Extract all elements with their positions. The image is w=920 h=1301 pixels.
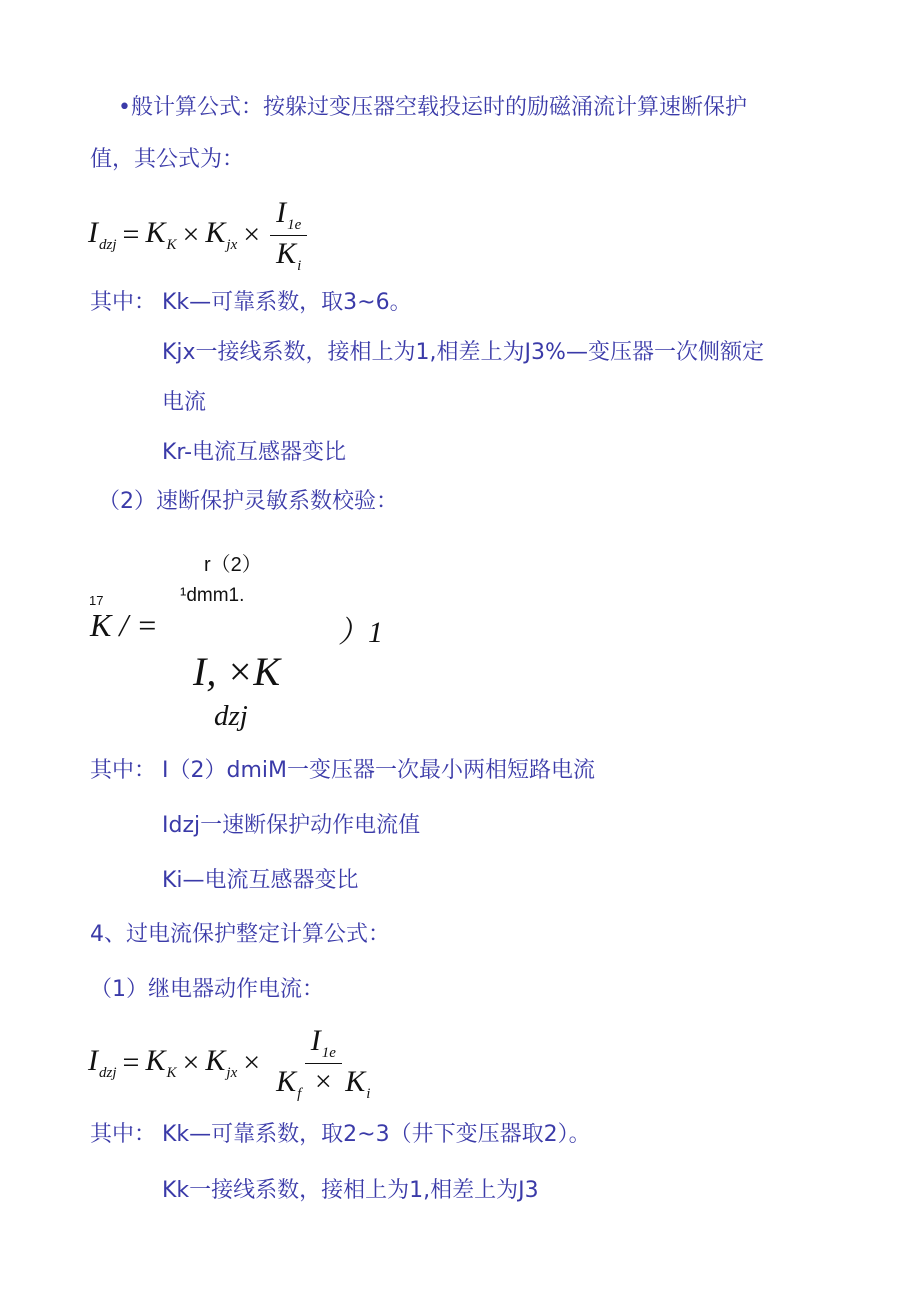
definition-kr: Kr-电流互感器变比 [162,440,347,465]
where-label-2: 其中： [90,758,157,783]
formula-quick-break-setting [88,196,307,275]
fraction-denominator: $K_i$ [276,236,302,274]
times-sign: × [182,218,200,252]
formula-sensitivity-lhs: K / = [90,607,158,643]
formula-lhs: $I_{dzj}$ [88,216,117,254]
times-sign: × [182,1046,200,1080]
formula-lhs: $I_{dzj}$ [88,1044,117,1082]
formula-sup-dmm: ¹dmm1. [180,585,245,606]
definition-idzj: Idzj一速断保护动作电流值 [162,813,421,838]
formula-sensitivity-rhs: ）1 [338,616,383,649]
formula-sensitivity-denominator: I, ×K [193,649,280,694]
where-label-3: 其中： [90,1122,157,1147]
formula-kjx: $K_{jx}$ [205,1044,238,1082]
intro-line-1: •般计算公式：按躲过变压器空载投运时的励磁涌流计算速断保护 [118,95,747,120]
section-heading-sensitivity: （2）速断保护灵敏系数校验： [98,489,398,514]
formula-kk: $K_K$ [145,216,177,254]
definition-ki: Ki—电流互感器变比 [162,868,359,893]
intro-line-2: 值，其公式为： [90,147,245,172]
formula-sensitivity-dzj: dzj [214,700,248,732]
formula-kjx: $K_{jx}$ [205,216,238,254]
fraction-numerator: $I_{1e}$ [270,196,307,236]
times-sign: × [243,1046,261,1080]
times-sign: × [243,218,261,252]
formula-fraction [270,196,307,275]
definition-kjx-line-2: 电流 [162,390,207,415]
equals-sign: = [122,218,140,252]
definition-kk: Kk—可靠系数，取3~6。 [162,290,412,315]
definition-kk-overcurrent: Kk—可靠系数，取2~3（井下变压器取2）。 [162,1122,591,1147]
formula-sup-17: 17 [89,593,104,608]
formula-kk: $K_K$ [145,1044,177,1082]
formula-sup-r2: r（2） [204,554,262,576]
formula-fraction [270,1024,376,1103]
subheading-relay-current: （1）继电器动作电流： [90,977,324,1002]
formula-overcurrent-setting [88,1024,376,1103]
definition-kjx-line-1: Kjx一接线系数，接相上为1,相差上为J3%—变压器一次侧额定 [162,340,764,365]
where-label-1: 其中： [90,290,157,315]
fraction-denominator: $K_f \times K_i$ [276,1064,371,1102]
definition-i2dmin: I（2）dmiM一变压器一次最小两相短路电流 [162,758,595,783]
section-heading-overcurrent: 4、过电流保护整定计算公式： [90,922,390,947]
fraction-numerator: $I_{1e}$ [305,1024,342,1064]
equals-sign: = [122,1046,140,1080]
definition-kjx-overcurrent: Kk一接线系数，接相上为1,相差上为J3 [162,1178,539,1203]
